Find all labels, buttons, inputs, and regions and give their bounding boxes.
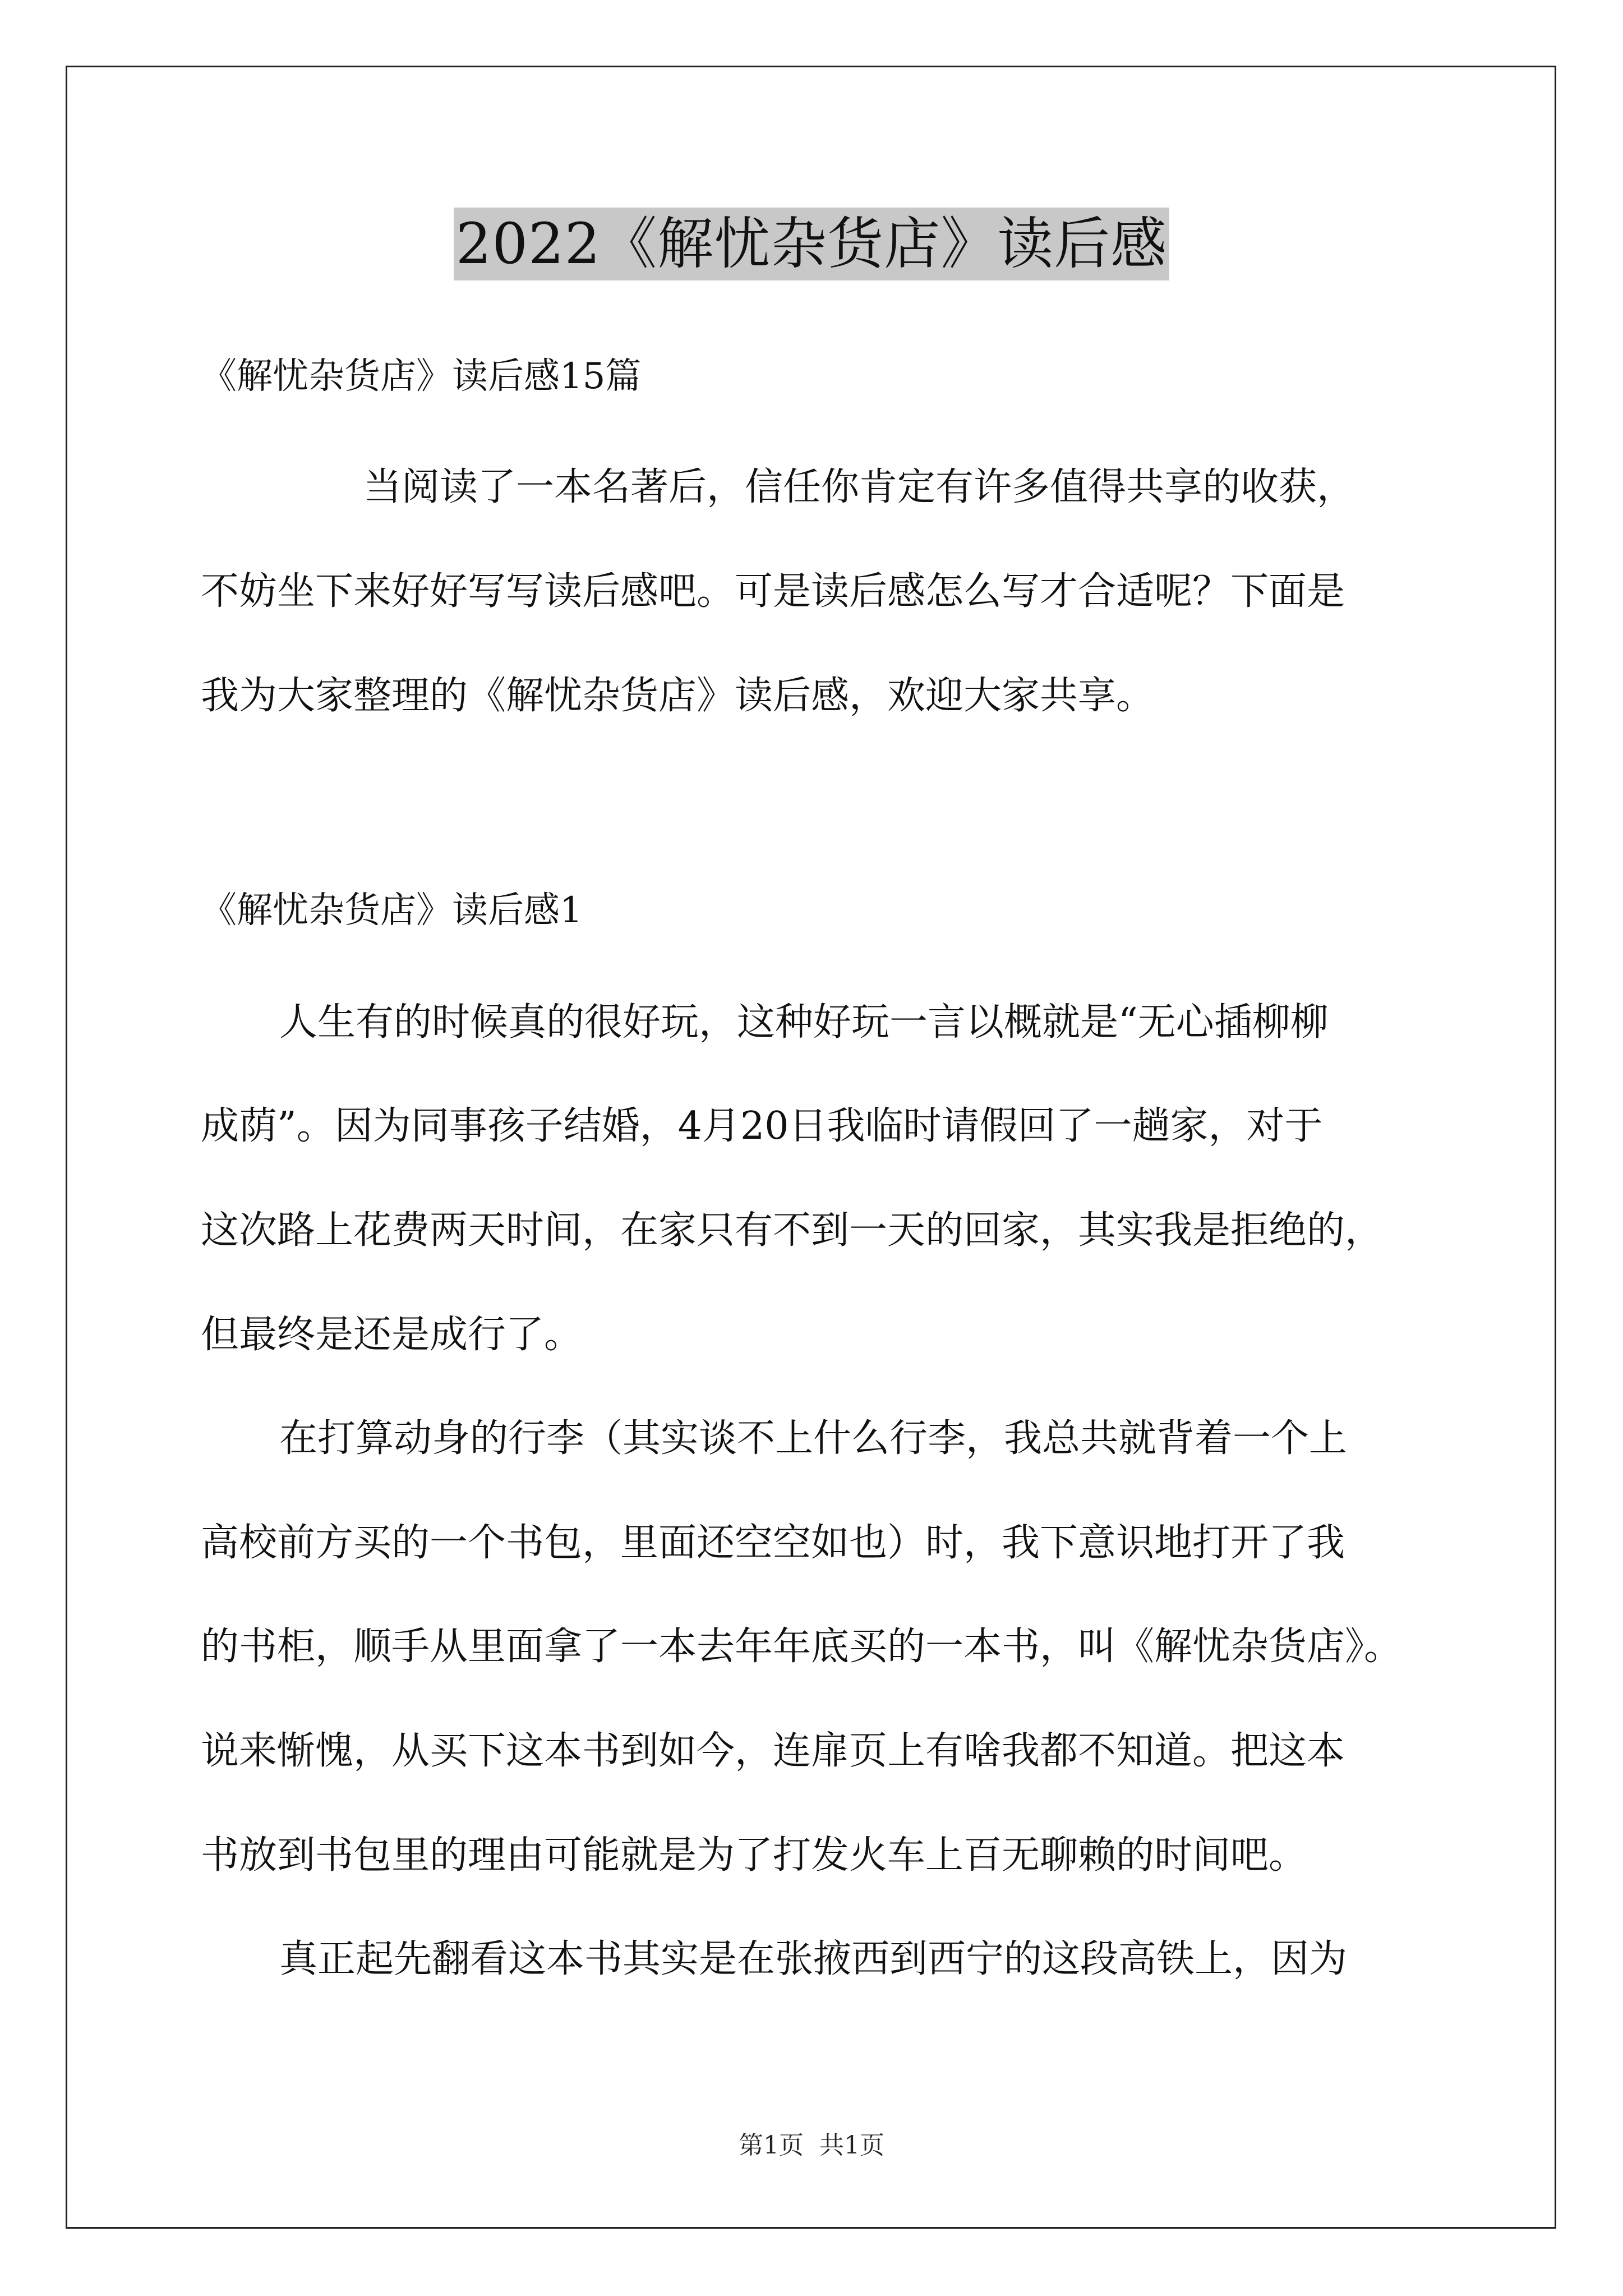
paragraph2-line-3: 的书柜，顺手从里面拿了一本去年年底买的一本书，叫《解忧杂货店》。 — [201, 1625, 1403, 1669]
document-title: 2022《解忧杂货店》读后感 — [454, 208, 1170, 280]
paragraph2-line-5: 书放到书包里的理由可能就是为了打发火车上百无聊赖的时间吧。 — [201, 1833, 1307, 1878]
intro-line-1: 当阅读了一本名著后，信任你肯定有许多值得共享的收获， — [363, 465, 1355, 509]
page-number: 第1页 — [739, 2131, 804, 2160]
paragraph3-line-1: 真正起先翻看这本书其实是在张掖西到西宁的这段高铁上，因为 — [279, 1937, 1348, 1981]
paragraph2-line-4: 说来惭愧，从买下这本书到如今，连扉页上有啥我都不知道。把这本 — [201, 1729, 1345, 1773]
title-container — [0, 208, 1623, 280]
paragraph2-line-1: 在打算动身的行李（其实谈不上什么行李，我总共就背着一个上 — [279, 1416, 1348, 1461]
page-total: 共1页 — [819, 2131, 884, 2160]
document-subtitle: 《解忧杂货店》读后感15篇 — [201, 356, 642, 397]
paragraph1-line-2: 成荫”。因为同事孩子结婚，4月20日我临时请假回了一趟家，对于 — [201, 1104, 1323, 1148]
paragraph1-line-1: 人生有的时候真的很好玩，这种好玩一言以概就是“无心插柳柳 — [279, 1000, 1329, 1045]
intro-line-3: 我为大家整理的《解忧杂货店》读后感，欢迎大家共享。 — [201, 674, 1155, 718]
intro-line-2: 不妨坐下来好好写写读后感吧。可是读后感怎么写才合适呢？下面是 — [201, 569, 1345, 614]
paragraph1-line-3: 这次路上花费两天时间，在家只有不到一天的回家，其实我是拒绝的， — [201, 1208, 1384, 1253]
page-footer — [0, 2129, 1623, 2162]
paragraph2-line-2: 高校前方买的一个书包，里面还空空如也）时，我下意识地打开了我 — [201, 1521, 1345, 1565]
paragraph1-line-4: 但最终是还是成行了。 — [201, 1313, 583, 1357]
section-heading: 《解忧杂货店》读后感1 — [201, 890, 583, 931]
